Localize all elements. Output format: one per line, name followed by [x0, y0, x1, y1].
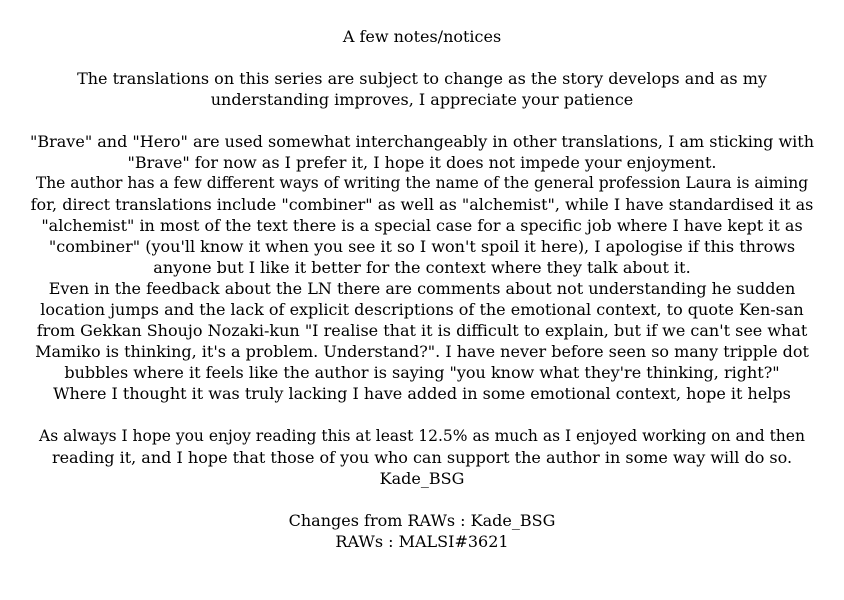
credits: [30, 510, 814, 552]
notes-line: Where I thought it was truly lacking I have added in some emotional context, hope it helps: [53, 384, 791, 403]
notes-line: Even in the feedback about the LN there are comments about not understanding he sudden: [48, 279, 796, 298]
notes-line: from Gekkan Shoujo Nozaki-kun "I realise that it is difficult to explain, but if we can't see what: [36, 321, 808, 340]
notes-line: Mamiko is thinking, it's a problem. Understand?". I have never before seen so many tripple dot: [35, 342, 809, 361]
notes-line: "alchemist" in most of the text there is a special case for a specific job where I have kept it as: [41, 216, 803, 235]
notes-line: "combiner" (you'll know it when you see it so I won't spoil it here), I apologise if this throws: [48, 237, 796, 256]
notes-line: The author has a few different ways of writing the name of the general profession Laura is aiming: [35, 174, 809, 192]
notes-line: for, direct translations include "combiner" as well as "alchemist", while I have standardised it as: [30, 195, 814, 214]
credit-raws-line: RAWs : MALSI#3621: [335, 532, 509, 551]
notes-line: location jumps and the lack of explicit descriptions of the emotional context, to quote Ken-san: [40, 300, 804, 319]
closing-line: As always I hope you enjoy reading this at least 12.5% as much as I enjoyed working on and then: [39, 427, 805, 445]
closing-paragraph: [30, 426, 814, 489]
intro-line: understanding improves, I appreciate your patience: [210, 90, 634, 109]
notes-line: "Brave" for now as I prefer it, I hope it does not impede your enjoyment.: [127, 153, 717, 172]
translation-notes-paragraph: [30, 131, 814, 404]
translator-signature: Kade_BSG: [379, 469, 465, 488]
intro-line: The translations on this series are subject to change as the story develops and as my: [77, 69, 767, 88]
notes-line: bubbles where it feels like the author is saying "you know what they're thinking, right?": [64, 363, 780, 382]
notes-line: anyone but I like it better for the context where they talk about it.: [153, 258, 691, 277]
title-line: A few notes/notices: [342, 27, 502, 46]
closing-line: reading it, and I hope that those of you who can support the author in some way will do so.: [51, 448, 793, 467]
intro-paragraph: [30, 68, 814, 110]
notes-title: [30, 26, 814, 47]
notes-line: "Brave" and "Hero" are used somewhat interchangeably in other translations, I am sticking with: [30, 132, 814, 151]
credit-changes-line: Changes from RAWs : Kade_BSG: [288, 511, 556, 530]
